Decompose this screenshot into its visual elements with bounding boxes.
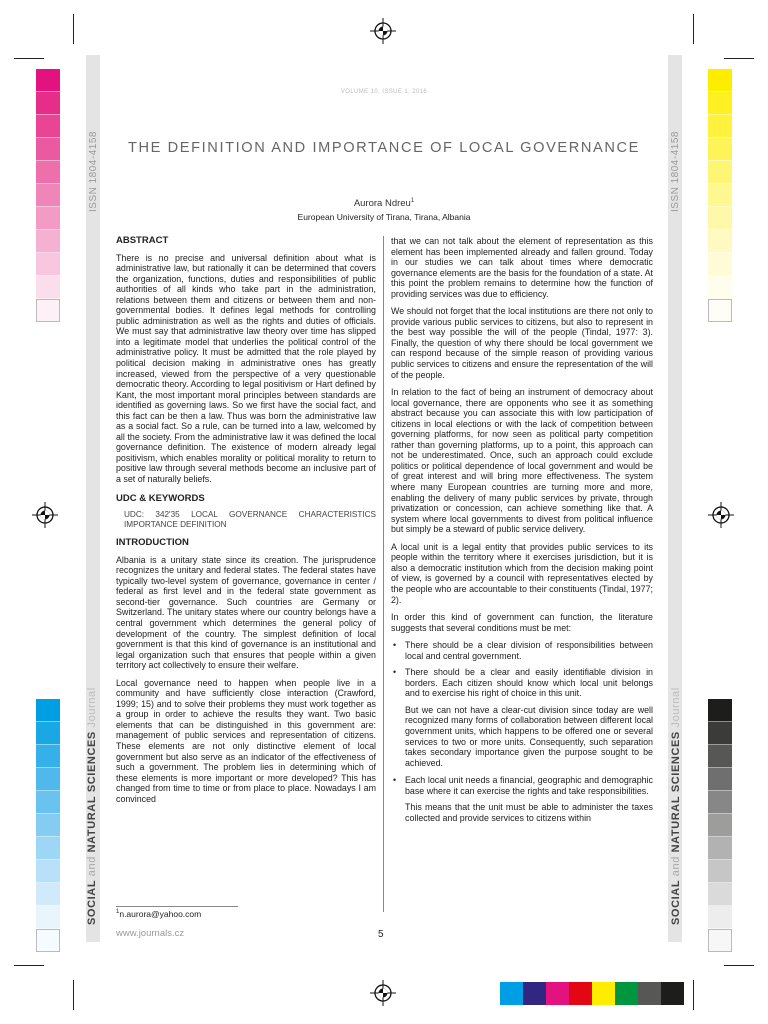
registration-mark-icon (32, 502, 58, 528)
crop-mark (693, 980, 694, 1010)
color-swatch (36, 230, 60, 253)
color-swatch (36, 161, 60, 184)
color-swatch (36, 276, 60, 299)
list-continuation: But we can not have a clear-cut division since today are well recognized many forms of collaboration between different local government units, which happens to be offered one or several services to two or more units. Consequently, such separation takes secondary importance given the purpose sought to be achieved. (405, 704, 653, 768)
journal-social: SOCIAL (86, 879, 98, 925)
article-title: THE DEFINITION AND IMPORTANCE OF LOCAL GOVERNANCE (128, 140, 640, 156)
color-swatch (36, 745, 60, 768)
conditions-list (391, 775, 653, 796)
journal-url: www.journals.cz (116, 928, 185, 939)
color-swatch (36, 768, 60, 791)
color-swatch (708, 230, 732, 253)
color-swatch (592, 982, 615, 1005)
color-swatch (708, 92, 732, 115)
color-swatch (708, 814, 732, 837)
author-line (0, 198, 768, 209)
journal-name-right (670, 687, 682, 925)
color-swatch (708, 883, 732, 906)
color-swatch (546, 982, 569, 1005)
footnote (116, 909, 201, 919)
color-swatch (569, 982, 592, 1005)
color-swatch (36, 814, 60, 837)
color-swatch (36, 299, 60, 322)
color-swatch (36, 699, 60, 722)
list-item-text: There should be a clear and easily identifiable division in borders. Each citizen should know which local unit belongs and to exercise his right of choice in this unit. (405, 667, 653, 699)
color-swatch (708, 745, 732, 768)
bullet-icon: • (393, 775, 397, 786)
body-paragraph: In relation to the fact of being an instrument of democracy about local governance, there are opponents who see it as something abstract because you can associate this with low participation of citizens in local elections or with the lack of competition between governing platforms, for now seen as political party competition rather than governing platforms, up to a point, this approach can not be underestimated. Once, such an approach could exclude politics or political dependence of local government and would be of great interest and will bring more effectiveness. The system where many European countries are turning more and more, enabling the delivery of many public services by private, through privatization or concession, can achieve something like that. A system where local governments to divest from political influence but simply be a steward of public service delivery. (391, 387, 653, 535)
body-paragraph: In order this kind of government can function, the literature suggests that several conditions must be met: (391, 612, 653, 633)
color-swatch (708, 791, 732, 814)
color-swatch (708, 837, 732, 860)
color-swatch (661, 982, 684, 1005)
crop-mark (73, 980, 74, 1010)
body-paragraph: We should not forget that the local institutions are there not only to provide various public services to citizens, but also to represent in the best way possible the will of the people (Tindal, 1977: 3). Finally, the question of why there should be local government we can respond because of the simple reason of providing various public services to citizens and ensure the representation of the will of the people. (391, 306, 653, 380)
gray-color-bar (708, 699, 732, 952)
column-divider (383, 236, 384, 912)
color-swatch (708, 929, 732, 952)
abstract-heading: ABSTRACT (116, 235, 169, 246)
journal-sciences: SCIENCES (670, 731, 682, 793)
journal-word: Journal (86, 687, 98, 728)
issn-right: ISSN 1804-4158 (670, 131, 681, 212)
color-swatch (36, 929, 60, 952)
journal-word: Journal (670, 687, 682, 728)
bottom-color-strip (500, 982, 684, 1005)
volume-label: VOLUME 10, ISSUE 1, 2016 (340, 89, 428, 95)
color-swatch (500, 982, 523, 1005)
udc-heading: UDC & KEYWORDS (116, 492, 205, 504)
registration-mark-icon (370, 980, 396, 1006)
crop-mark (14, 58, 44, 59)
journal-natural: NATURAL (86, 795, 98, 853)
left-column (116, 236, 376, 811)
color-swatch (36, 138, 60, 161)
introduction-heading: INTRODUCTION (116, 537, 189, 549)
magenta-color-bar (36, 69, 60, 322)
intro-paragraph: Albania is a unitary state since its creation. The jurisprudence recognizes the unitary and federal states. The federal states have typically two-level system of governance, governance in center / federal as first level and in the federal state government as second-tier governance. Such countries are Germany or Switzerland. The unitary states where our country belongs have a central government which determines the general policy of development of the country. The simplest definition of local government is that this kind of governance is an institutional and legal organization such that ensures that people within a given territory act collectively to ensure their welfare. (116, 554, 376, 671)
issn-left: ISSN 1804-4158 (88, 131, 99, 212)
color-swatch (36, 883, 60, 906)
crop-mark (724, 965, 754, 966)
footnote-email: n.aurora@yahoo.com (119, 909, 202, 919)
color-swatch (36, 837, 60, 860)
color-swatch (36, 92, 60, 115)
color-swatch (36, 860, 60, 883)
color-swatch (36, 722, 60, 745)
list-item (391, 640, 653, 661)
body-paragraph: that we can not talk about the element of representation as this element has been implemented already and fallen ground. Today in our studies we can talk about times where democratic governance elements are the basis for the foundation of a state. At this point the problem remains to determine how the function of providing services was due to efficiency. (391, 236, 653, 299)
color-swatch (708, 138, 732, 161)
journal-name-left (86, 687, 98, 925)
list-item (391, 775, 653, 796)
crop-mark (693, 14, 694, 44)
color-swatch (708, 253, 732, 276)
color-swatch (36, 115, 60, 138)
author-name: Aurora Ndreu (353, 198, 411, 210)
journal-and: and (670, 856, 682, 877)
color-swatch (708, 115, 732, 138)
intro-paragraph: Local governance need to happen when people live in a community and have sufficiently close interaction (Crawford, 1999; 15) and to solve their problems they must work together as a group in order to achieve the results they want. Two basic elements that can be distinguished in this government are: management of public services and representation of citizens. These elements are not only distinctive element of local government but also serve as an indicator of the effectiveness of such a government. The problem lies in determining which of these elements is more important or more developed? This has changed from time to time or from place to place. Nowadays I am convinced (116, 677, 376, 804)
journal-natural: NATURAL (670, 795, 682, 853)
affiliation: European University of Tirana, Tirana, Albania (297, 212, 471, 222)
registration-mark-icon (708, 502, 734, 528)
color-swatch (708, 276, 732, 299)
crop-mark (14, 965, 44, 966)
registration-mark-icon (370, 18, 396, 44)
list-item (391, 667, 653, 699)
color-swatch (708, 768, 732, 791)
crop-mark (73, 14, 74, 44)
list-continuation: This means that the unit must be able to administer the taxes collected and provide services to citizens within (405, 802, 653, 823)
author-footnote-mark: 1 (410, 198, 415, 204)
yellow-color-bar (708, 69, 732, 322)
color-swatch (708, 299, 732, 322)
footnote-rule (116, 906, 238, 907)
conditions-list (391, 640, 653, 699)
color-swatch (36, 253, 60, 276)
abstract-text: There is no precise and universal definition about what is administrative law, but rationally it can be determined that covers the organization, functions, duties and responsibilities of public authorities of all kinds who take part in the administration, relations between them and citizens or between them and non-governmental bodies. It defines legal methods for controlling public administration as well as the rights and duties of officials. We must say that administrative law theory over time has slipped into a legitimate model that underlies the political control of the administrative policy. It must be admitted that the role played by political decision making in administrative ones has greatly increased, viewed from the perspective of a very questionable democratic theory. According to legal positivism or Hart defined by Kant, the most important moral principles between standards are identified as governing laws. So we first have the social fact, and this fact can be then a law. Thus was born the administrative law as a social fact. So a rule, can be turned into a law, welcomed by all the society. From the administrative law it was defined the local governance definition. The existence of modern already legal positivism, which enables morality or political morality to return to positive law through several methods become an inclusive part of a set of naturally beliefs. (116, 252, 376, 485)
journal-and: and (86, 856, 98, 877)
color-swatch (36, 791, 60, 814)
page-number: 5 (378, 929, 384, 940)
crop-mark (724, 58, 754, 59)
color-swatch (708, 860, 732, 883)
body-paragraph: A local unit is a legal entity that provides public services to its people within the territory where it exercises jurisdiction, but it is also a democratic institution which from the decision making point of view, is governed by a council with representatives elected by the people who are accountable to their constituents (Tindal, 1977; 2). (391, 541, 653, 605)
color-swatch (708, 722, 732, 745)
color-swatch (523, 982, 546, 1005)
color-swatch (708, 906, 732, 929)
list-item-text: There should be a clear division of responsibilities between local and central government. (405, 640, 653, 661)
bullet-icon: • (393, 667, 397, 678)
cyan-color-bar (36, 699, 60, 952)
color-swatch (36, 906, 60, 929)
list-item-text: Each local unit needs a financial, geographic and demographic base where it can exercise the rights and take responsibilities. (405, 775, 653, 796)
journal-sciences: SCIENCES (86, 731, 98, 793)
color-swatch (708, 161, 732, 184)
right-column (391, 236, 653, 830)
color-swatch (708, 699, 732, 722)
udc-keywords: UDC: 342'35 LOCAL GOVERNANCE CHARACTERISTICS IMPORTANCE DEFINITION (124, 510, 376, 530)
bullet-icon: • (393, 640, 397, 651)
color-swatch (615, 982, 638, 1005)
journal-social: SOCIAL (670, 879, 682, 925)
footnote-mark: 1 (116, 909, 120, 916)
color-swatch (638, 982, 661, 1005)
